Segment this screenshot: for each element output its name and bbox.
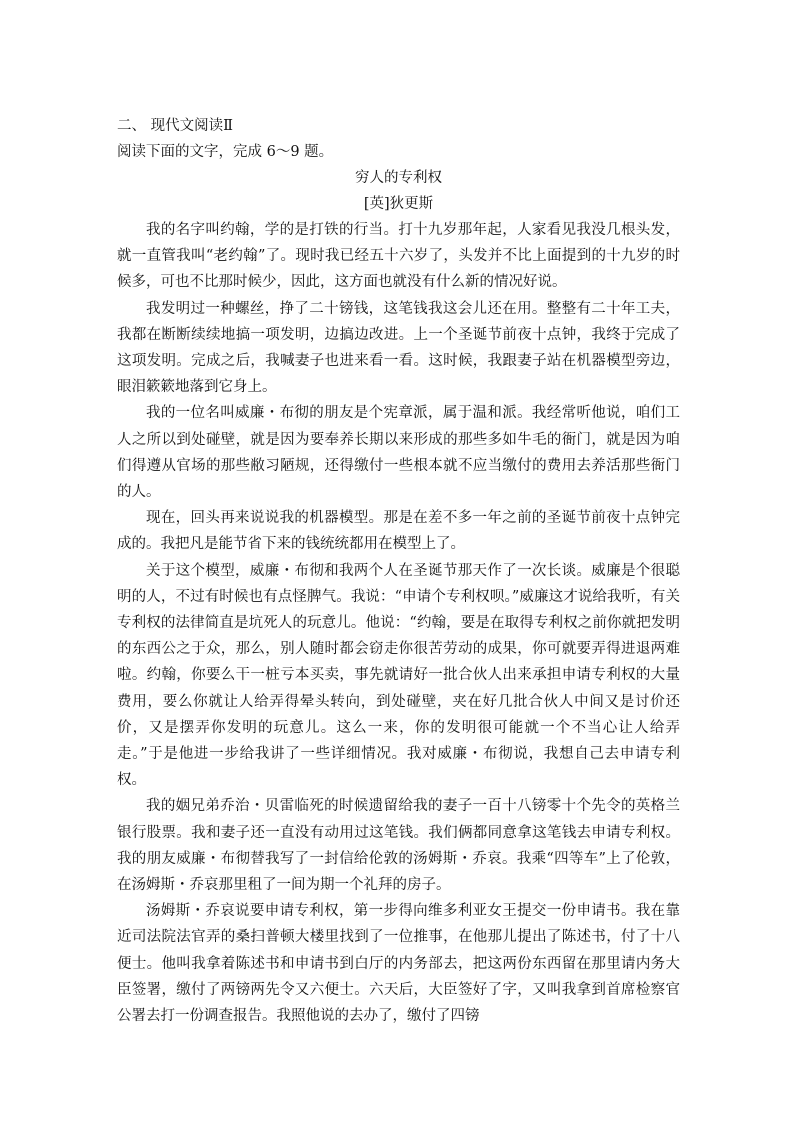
paragraph: 我发明过一种螺丝，挣了二十镑钱，这笔钱我这会儿还在用。整整有二十年工夫，我都在断断续续地搞一项发明，边搞边改进。上一个圣诞节前夜十点钟，我终于完成了这项发明。完成之后，我喊妻子也进来看一看。这时候，我跟妻子站在机器模型旁边，眼泪簌簌地落到它身上。 — [117, 300, 680, 396]
article-title: 穷人的专利权 — [355, 170, 442, 186]
article-author: [英]狄更斯 — [363, 196, 434, 212]
paragraph: 关于这个模型，威廉・布彻和我两个人在圣诞节那天作了一次长谈。威廉是个很聪明的人，不过有时候也有点怪脾气。我说：“申请个专利权呗。”威廉这才说给我听，有关专利权的法律简直是坑死人的玩意儿。他说：“约翰，要是在取得专利权之前你就把发明的东西公之于众，那么，别人随时都会窃走你很苦劳动的成果，你可就要弄得进退两难啦。约翰，你要么干一桩亏本买卖，事先就请好一批合伙人出来承担申请专利权的大量费用，要么你就让人给弄得晕头转向，到处碰壁，夹在好几批合伙人中间又是讨价还价，又是摆弄你发明的玩意儿。这么一来，你的发明很可能就一个不当心让人给弄走。”于是他进一步给我讲了一些详细情况。我对威廉・布彻说，我想自己去申请专利权。 — [117, 562, 680, 789]
article-body — [117, 113, 680, 1029]
paragraph: 我的姻兄弟乔治・贝雷临死的时候遗留给我的妻子一百十八镑零十个先令的英格兰银行股票。我和妻子还一直没有动用过这笔钱。我们俩都同意拿这笔钱去申请专利权。我的朋友威廉・布彻替我写了一封信给伦敦的汤姆斯・乔哀。我乘“四等车”上了伦敦，在汤姆斯・乔哀那里租了一间为期一个礼拜的房子。 — [117, 798, 680, 894]
paragraph: 汤姆斯・乔哀说要申请专利权，第一步得向维多利亚女王提交一份申请书。我在靠近司法院法官弄的桑扫普顿大楼里找到了一位推事，在他那儿提出了陈述书，付了十八便士。他叫我拿着陈述书和申请书到白厅的内务部去，把这两份东西留在那里请内务大臣签署，缴付了两镑两先令又六便士。六天后，大臣签好了字，又叫我拿到首席检察官公署去打一份调查报告。我照他说的去办了，缴付了四镑 — [117, 903, 680, 1025]
question-instruction: 阅读下面的文字，完成 6～9 题。 — [117, 144, 334, 160]
section-heading: 二、 现代文阅读Ⅱ — [117, 118, 233, 134]
paragraph: 现在，回头再来说说我的机器模型。那是在差不多一年之前的圣诞节前夜十点钟完成的。我把凡是能节省下来的钱统统都用在模型上了。 — [117, 510, 680, 553]
paragraph: 我的一位名叫威廉・布彻的朋友是个宪章派，属于温和派。我经常听他说，咱们工人之所以到处碰壁，就是因为要奉养长期以来形成的那些多如牛毛的衙门，就是因为咱们得遵从官场的那些敝习陋规，还得缴付一些根本就不应当缴付的费用去养活那些衙门的人。 — [117, 405, 680, 501]
paragraph: 我的名字叫约翰，学的是打铁的行当。打十九岁那年起，人家看见我没几根头发，就一直管我叫“老约翰”了。现时我已经五十六岁了，头发并不比上面提到的十九岁的时候多，可也不比那时候少，因此，这方面也就没有什么新的情况好说。 — [117, 222, 680, 291]
